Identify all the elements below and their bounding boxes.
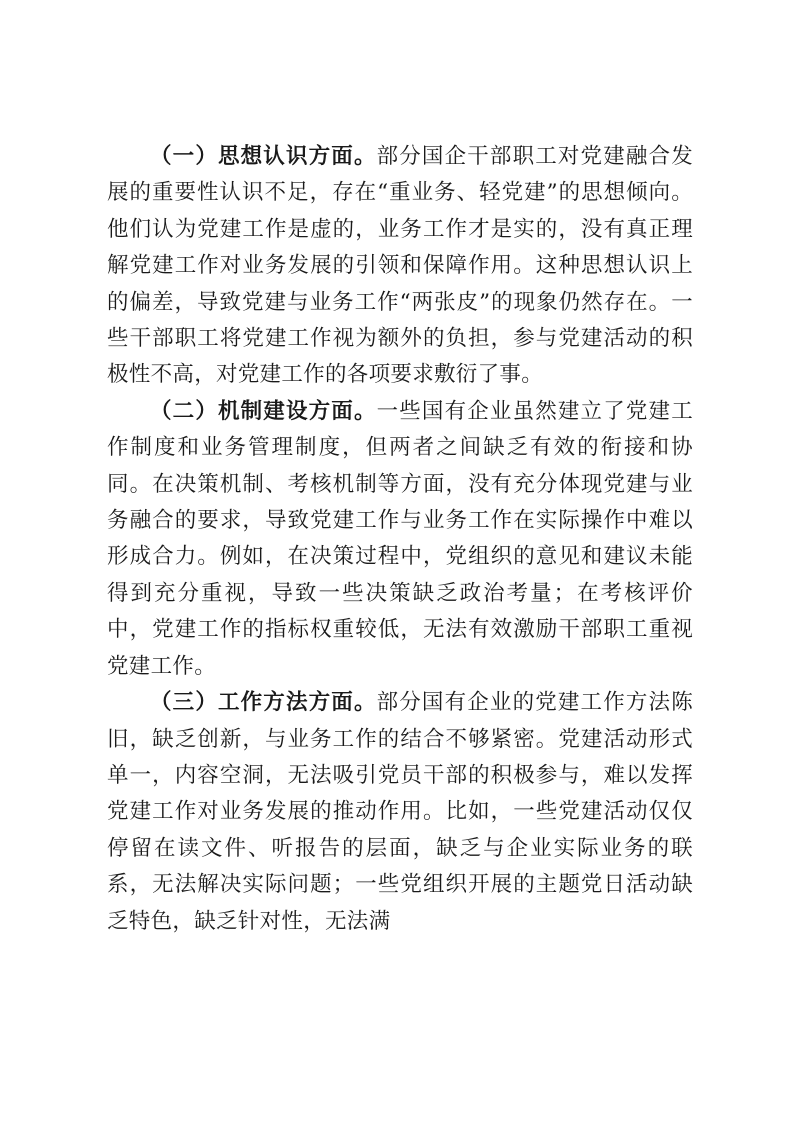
paragraph-working-methods (107, 685, 693, 940)
paragraph-mechanism-building (107, 394, 693, 685)
paragraph-thinking-awareness (107, 139, 693, 394)
paragraph-body: 部分国有企业的党建工作方法陈旧，缺乏创新，与业务工作的结合不够紧密。党建活动形式单一，内容空洞，无法吸引党员干部的积极参与，难以发挥党建工作对业务发展的推动作用。比如，一些党建活动仅仅停留在读文件、听报告的层面，缺乏与企业实际业务的联系，无法解决实际问题；一些党组织开展的主题党日活动缺乏特色，缺乏针对性，无法满 (107, 690, 693, 934)
document-page (107, 139, 693, 940)
paragraph-heading: （三）工作方法方面。 (150, 690, 377, 716)
paragraph-body: 一些国有企业虽然建立了党建工作制度和业务管理制度，但两者之间缺乏有效的衔接和协同。在决策机制、考核机制等方面，没有充分体现党建与业务融合的要求，导致党建工作与业务工作在实际操作中难以形成合力。例如，在决策过程中，党组织的意见和建议未能得到充分重视，导致一些决策缺乏政治考量；在考核评价中，党建工作的指标权重较低，无法有效激励干部职工重视党建工作。 (107, 398, 693, 679)
paragraph-heading: （二）机制建设方面。 (150, 398, 377, 424)
paragraph-body: 部分国企干部职工对党建融合发展的重要性认识不足，存在“重业务、轻党建”的思想倾向。他们认为党建工作是虚的，业务工作才是实的，没有真正理解党建工作对业务发展的引领和保障作用。这种思想认识上的偏差，导致党建与业务工作“两张皮”的现象仍然存在。一些干部职工将党建工作视为额外的负担，参与党建活动的积极性不高，对党建工作的各项要求敷衍了事。 (107, 144, 693, 388)
paragraph-heading: （一）思想认识方面。 (150, 144, 377, 169)
